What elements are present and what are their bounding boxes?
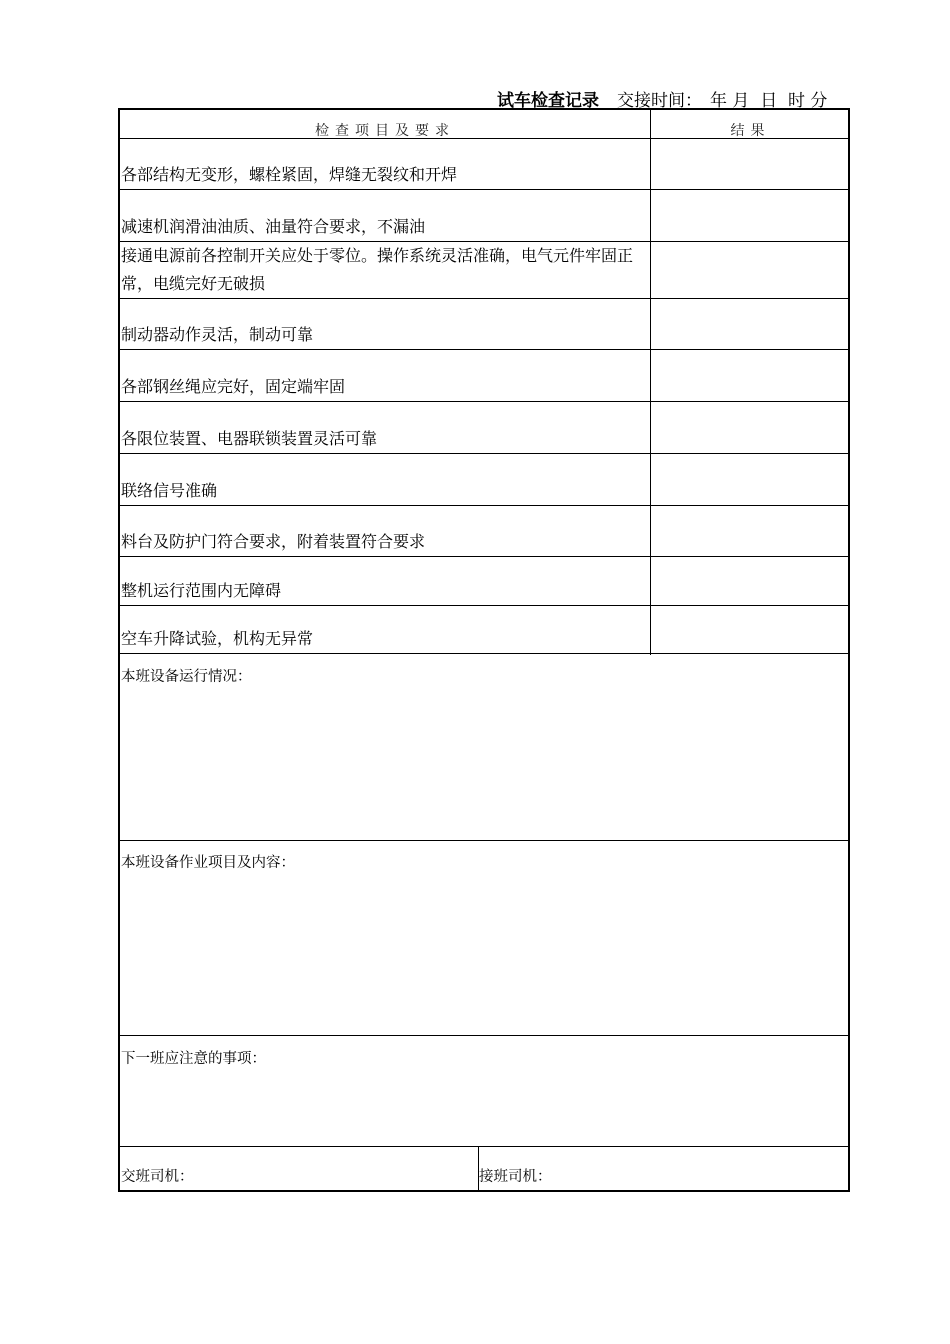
item-text: 联络信号准确 <box>121 481 218 500</box>
section-notes: 下一班应注意的事项： <box>121 1051 266 1067</box>
table-row <box>120 402 650 453</box>
section-work: 本班设备作业项目及内容： <box>121 855 295 871</box>
time-units: 年 月 日 时 分 <box>710 91 828 111</box>
item-text: 各限位装置、电器联锁装置灵活可靠 <box>121 429 378 448</box>
table-row <box>120 606 650 653</box>
item-text: 接通电源前各控制开关应处于零位。操作系统灵活准确，电气元件牢固正常，电缆完好无破损 <box>121 246 634 293</box>
table-row <box>120 190 650 241</box>
item-text: 料台及防护门符合要求，附着装置符合要求 <box>121 532 426 551</box>
section-operation: 本班设备运行情况： <box>121 669 252 685</box>
inspection-table <box>118 108 850 1192</box>
table-row <box>120 350 650 401</box>
item-text: 空车升降试验，机构无异常 <box>121 629 314 648</box>
row-line <box>120 1146 848 1147</box>
title-main: 试车检查记录 <box>497 91 599 111</box>
table-row <box>120 242 650 298</box>
item-text: 整机运行范围内无障碍 <box>121 581 282 600</box>
item-text: 减速机润滑油油质、油量符合要求，不漏油 <box>121 217 426 236</box>
row-line <box>120 840 848 841</box>
header-items: 检查项目及要求 <box>315 123 455 139</box>
table-row <box>120 299 650 349</box>
item-text: 各部结构无变形，螺栓紧固，焊缝无裂纹和开焊 <box>121 165 458 184</box>
row-line <box>120 653 848 654</box>
table-row <box>120 454 650 505</box>
table-row <box>120 139 650 189</box>
takeover-driver-label: 接班司机： <box>479 1169 552 1185</box>
item-text: 各部钢丝绳应完好，固定端牢固 <box>121 377 346 396</box>
table-row <box>120 557 650 605</box>
time-label: 交接时间： <box>617 91 702 111</box>
handover-driver-label: 交班司机： <box>121 1169 194 1185</box>
header-result: 结果 <box>730 123 771 139</box>
column-divider <box>650 110 651 655</box>
item-text: 制动器动作灵活，制动可靠 <box>121 325 314 344</box>
row-line <box>120 1035 848 1036</box>
table-row <box>120 506 650 556</box>
